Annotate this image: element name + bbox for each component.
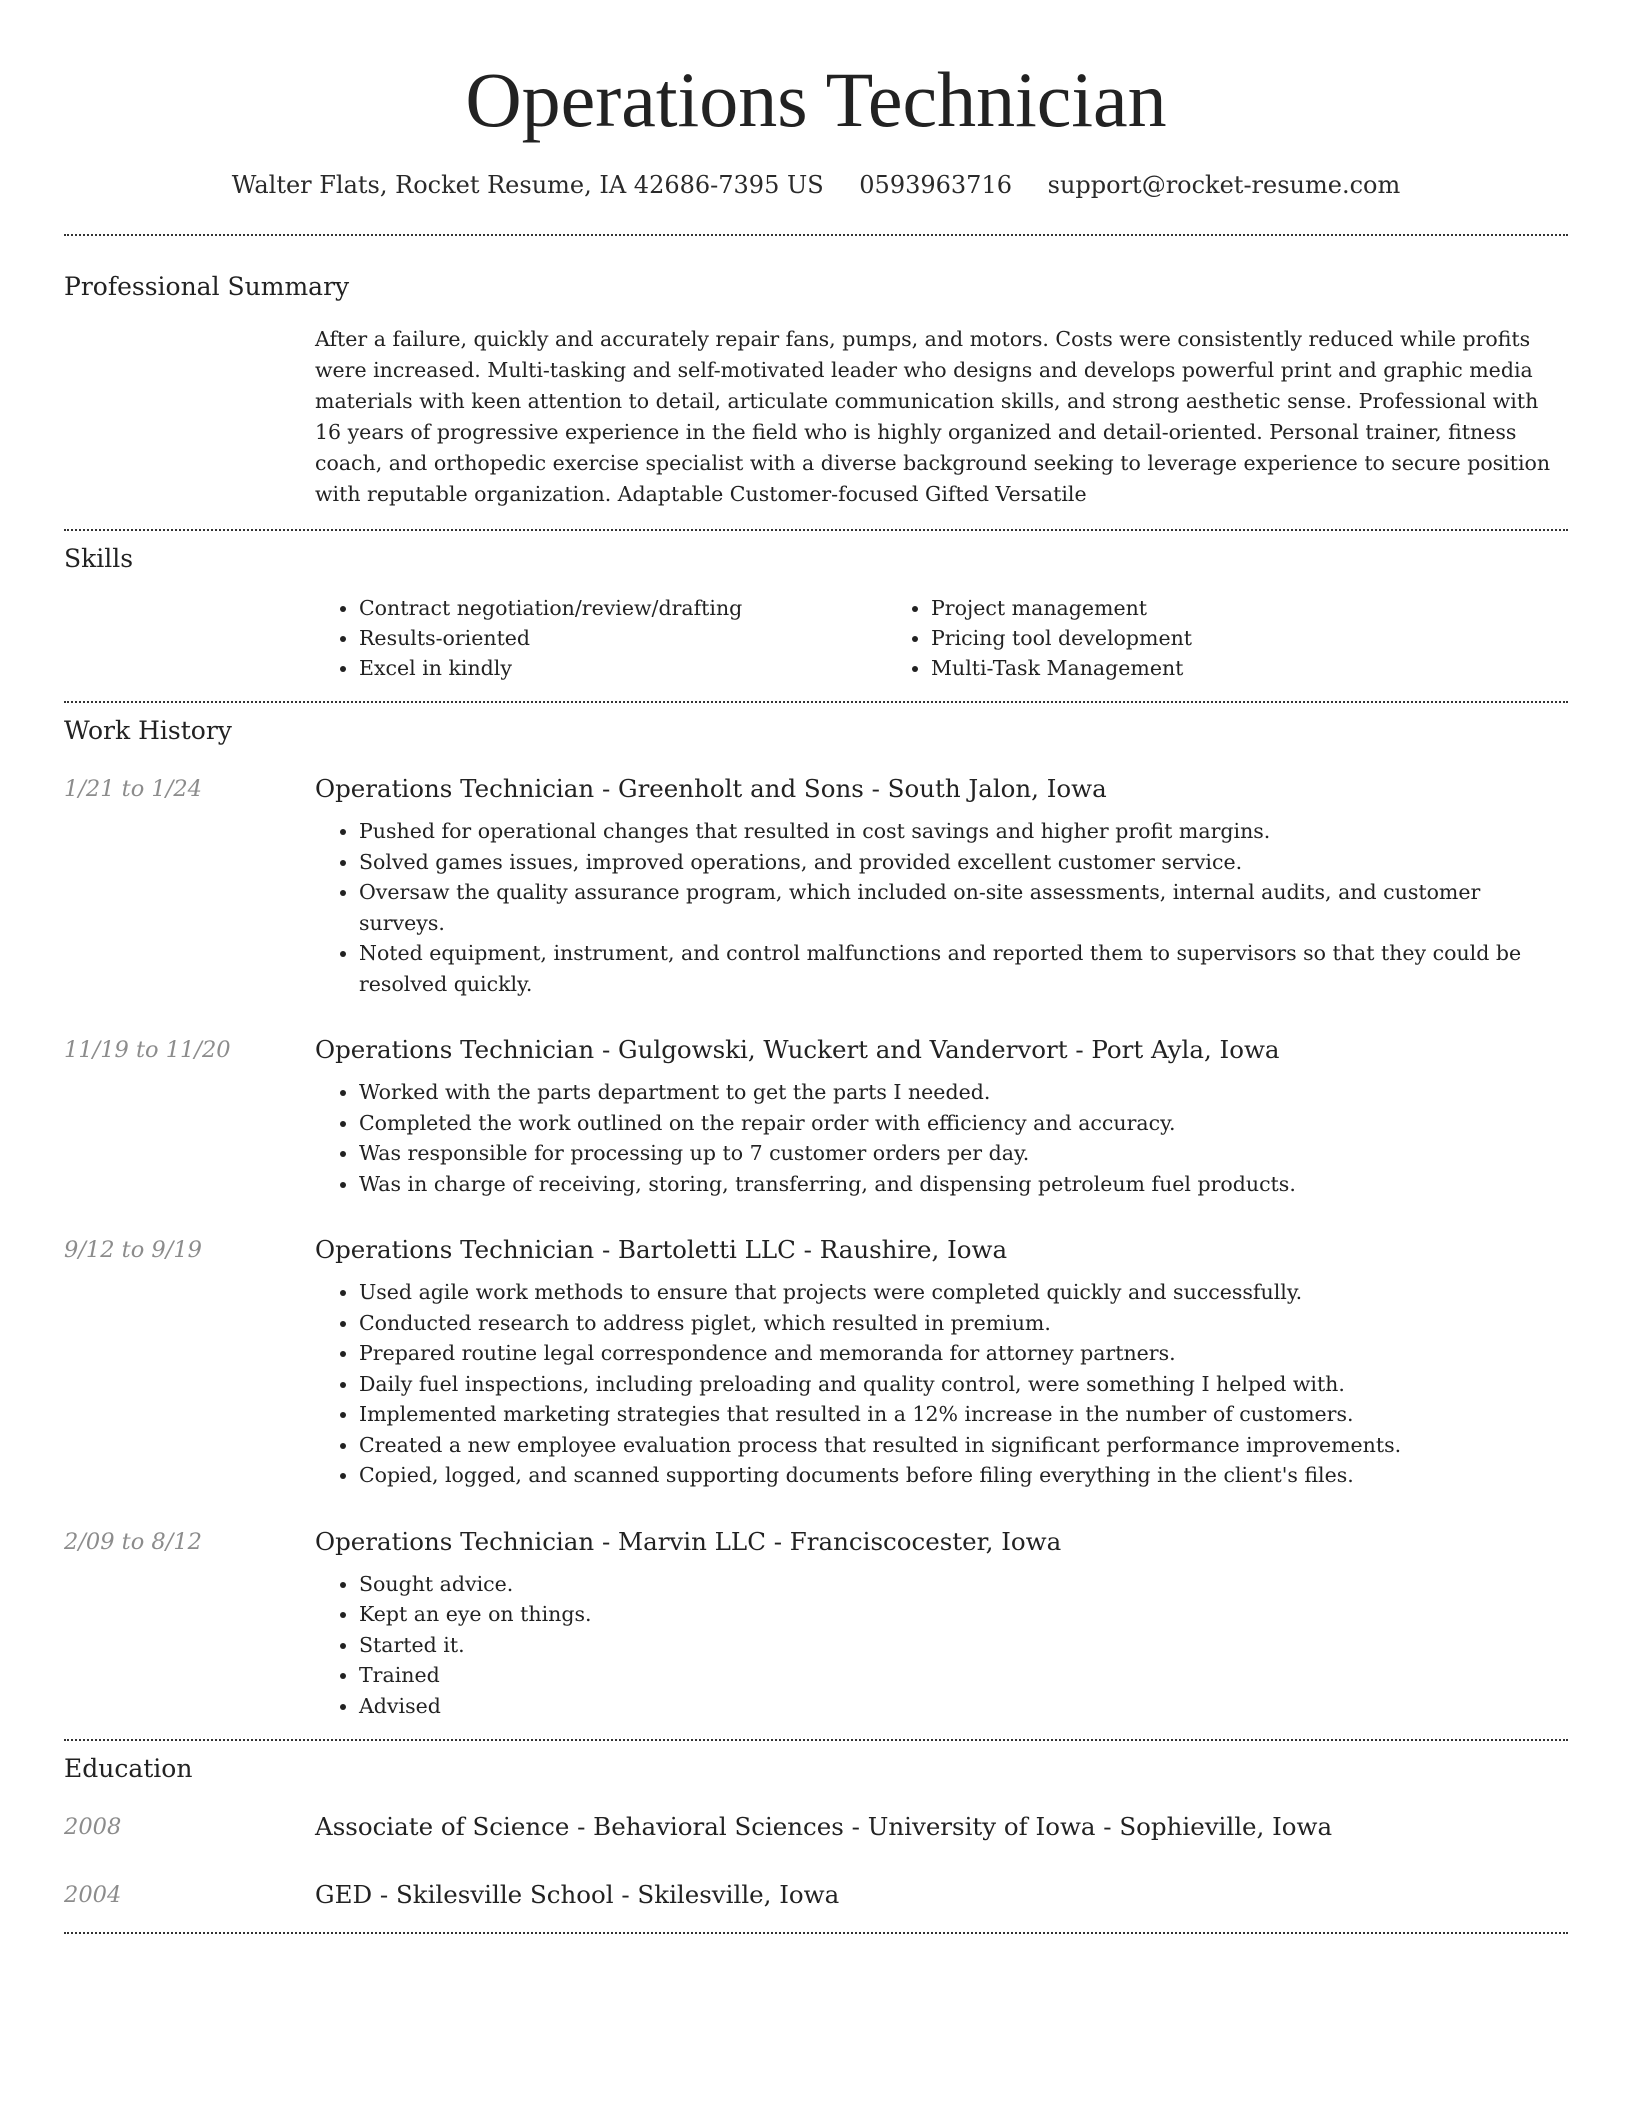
job-entry	[64, 772, 1568, 999]
job-bullet: • Was in charge of receiving, storing, transferring, and dispensing petroleum fuel products.	[359, 1169, 1568, 1200]
skill-item: • Pricing tool development	[931, 623, 1459, 653]
contact-line	[64, 168, 1568, 202]
job-content	[315, 1033, 1568, 1199]
job-entry	[64, 1233, 1568, 1491]
skill-item: • Project management	[931, 593, 1459, 623]
job-bullet: • Sought advice.	[359, 1569, 1568, 1600]
job-content	[315, 772, 1568, 999]
job-title: Operations Technician - Marvin LLC - Franciscocester, Iowa	[315, 1526, 1062, 1556]
skills-column-left	[315, 593, 887, 683]
job-title: Operations Technician - Bartoletti LLC - Raushire, Iowa	[315, 1235, 1008, 1264]
job-bullet: • Conducted research to address piglet, which resulted in premium.	[359, 1308, 1568, 1339]
skills-column-right	[887, 593, 1459, 683]
education-entry	[64, 1810, 1568, 1844]
education-title: Associate of Science - Behavioral Sciences - University of Iowa - Sophieville, Iowa	[315, 1812, 1333, 1841]
job-date: 2/09 to 8/12	[64, 1528, 202, 1555]
job-bullets	[315, 1277, 1568, 1491]
skill-item: • Results-oriented	[359, 623, 887, 653]
summary-section	[64, 236, 1568, 510]
job-date: 11/19 to 11/20	[64, 1037, 231, 1063]
job-content	[315, 1233, 1568, 1491]
job-title: Operations Technician - Gulgowski, Wuckert and Vandervort - Port Ayla, Iowa	[315, 1035, 1280, 1064]
education-date: 2004	[64, 1882, 122, 1908]
job-bullet: • Worked with the parts department to get the parts I needed.	[359, 1077, 1568, 1108]
job-bullet: • Trained	[359, 1660, 1568, 1691]
resume-name: Operations Technician	[465, 56, 1167, 143]
job-bullet: • Pushed for operational changes that resulted in cost savings and higher profit margins.	[359, 816, 1568, 847]
contact-email: support@rocket-resume.com	[1047, 171, 1401, 199]
job-bullets	[315, 1569, 1568, 1722]
job-entry	[64, 1033, 1568, 1199]
job-date: 1/21 to 1/24	[64, 776, 202, 802]
job-date: 9/12 to 9/19	[64, 1237, 202, 1263]
education-title: GED - Skilesville School - Skilesville, Iowa	[315, 1880, 840, 1909]
job-bullet: • Used agile work methods to ensure that projects were completed quickly and successfully.	[359, 1277, 1568, 1308]
job-bullet: • Prepared routine legal correspondence and memoranda for attorney partners.	[359, 1338, 1568, 1369]
job-bullet: • Solved games issues, improved operations, and provided excellent customer service.	[359, 847, 1568, 878]
section-title-education: Education	[64, 1754, 193, 1783]
skill-item: • Excel in kindly	[359, 653, 887, 683]
job-bullet: • Advised	[359, 1691, 1568, 1722]
job-bullet: • Implemented marketing strategies that resulted in a 12% increase in the number of customers.	[359, 1399, 1568, 1430]
education-content	[315, 1878, 1568, 1912]
job-entry	[64, 1525, 1568, 1722]
job-bullet: • Oversaw the quality assurance program, which included on-site assessments, internal audits, and customer surveys.	[359, 877, 1568, 938]
contact-address: Walter Flats, Rocket Resume, IA 42686-7395 US	[231, 171, 824, 199]
job-bullet: • Was responsible for processing up to 7 customer orders per day.	[359, 1138, 1568, 1169]
section-title-skills: Skills	[64, 544, 134, 573]
section-title-work: Work History	[64, 716, 232, 745]
contact-phone: 0593963716	[859, 171, 1012, 199]
skills-grid	[315, 593, 1568, 683]
work-section	[64, 703, 1568, 1721]
job-content	[315, 1525, 1568, 1722]
skill-item: • Contract negotiation/review/drafting	[359, 593, 887, 623]
education-date: 2008	[64, 1814, 122, 1840]
section-title-summary: Professional Summary	[64, 272, 350, 301]
education-entry	[64, 1878, 1568, 1912]
job-bullets	[315, 1077, 1568, 1199]
education-content	[315, 1810, 1568, 1844]
skill-item: • Multi-Task Management	[931, 653, 1459, 683]
job-bullet: • Kept an eye on things.	[359, 1599, 1568, 1630]
summary-text: After a failure, quickly and accurately repair fans, pumps, and motors. Costs were consistently reduced while profits were increased. Multi-tasking and self-motivated leader who designs and develops powerful print and graphic media materials with keen attention to detail, articulate communication skills, and strong aesthetic sense. Professional with 16 years of progressive experience in the field who is highly organized and detail-oriented. Personal trainer, fitness coach, and orthopedic exercise specialist with a diverse background seeking to leverage experience to secure position with reputable organization. Adaptable Customer-focused Gifted Versatile	[315, 327, 1551, 506]
job-bullet: • Created a new employee evaluation process that resulted in significant performance improvements.	[359, 1430, 1568, 1461]
divider	[64, 1932, 1568, 1934]
job-bullet: • Copied, logged, and scanned supporting documents before filing everything in the client's files.	[359, 1460, 1568, 1491]
job-bullet: • Noted equipment, instrument, and control malfunctions and reported them to supervisors so that they could be resolved quickly.	[359, 938, 1568, 999]
job-bullet: • Completed the work outlined on the repair order with efficiency and accuracy.	[359, 1108, 1568, 1139]
job-bullets	[315, 816, 1568, 999]
job-title: Operations Technician - Greenholt and Sons - South Jalon, Iowa	[315, 774, 1107, 803]
education-section	[64, 1741, 1568, 1912]
skills-section	[64, 531, 1568, 683]
job-bullet: • Started it.	[359, 1630, 1568, 1661]
job-bullet: • Daily fuel inspections, including preloading and quality control, were something I helped with.	[359, 1369, 1568, 1400]
